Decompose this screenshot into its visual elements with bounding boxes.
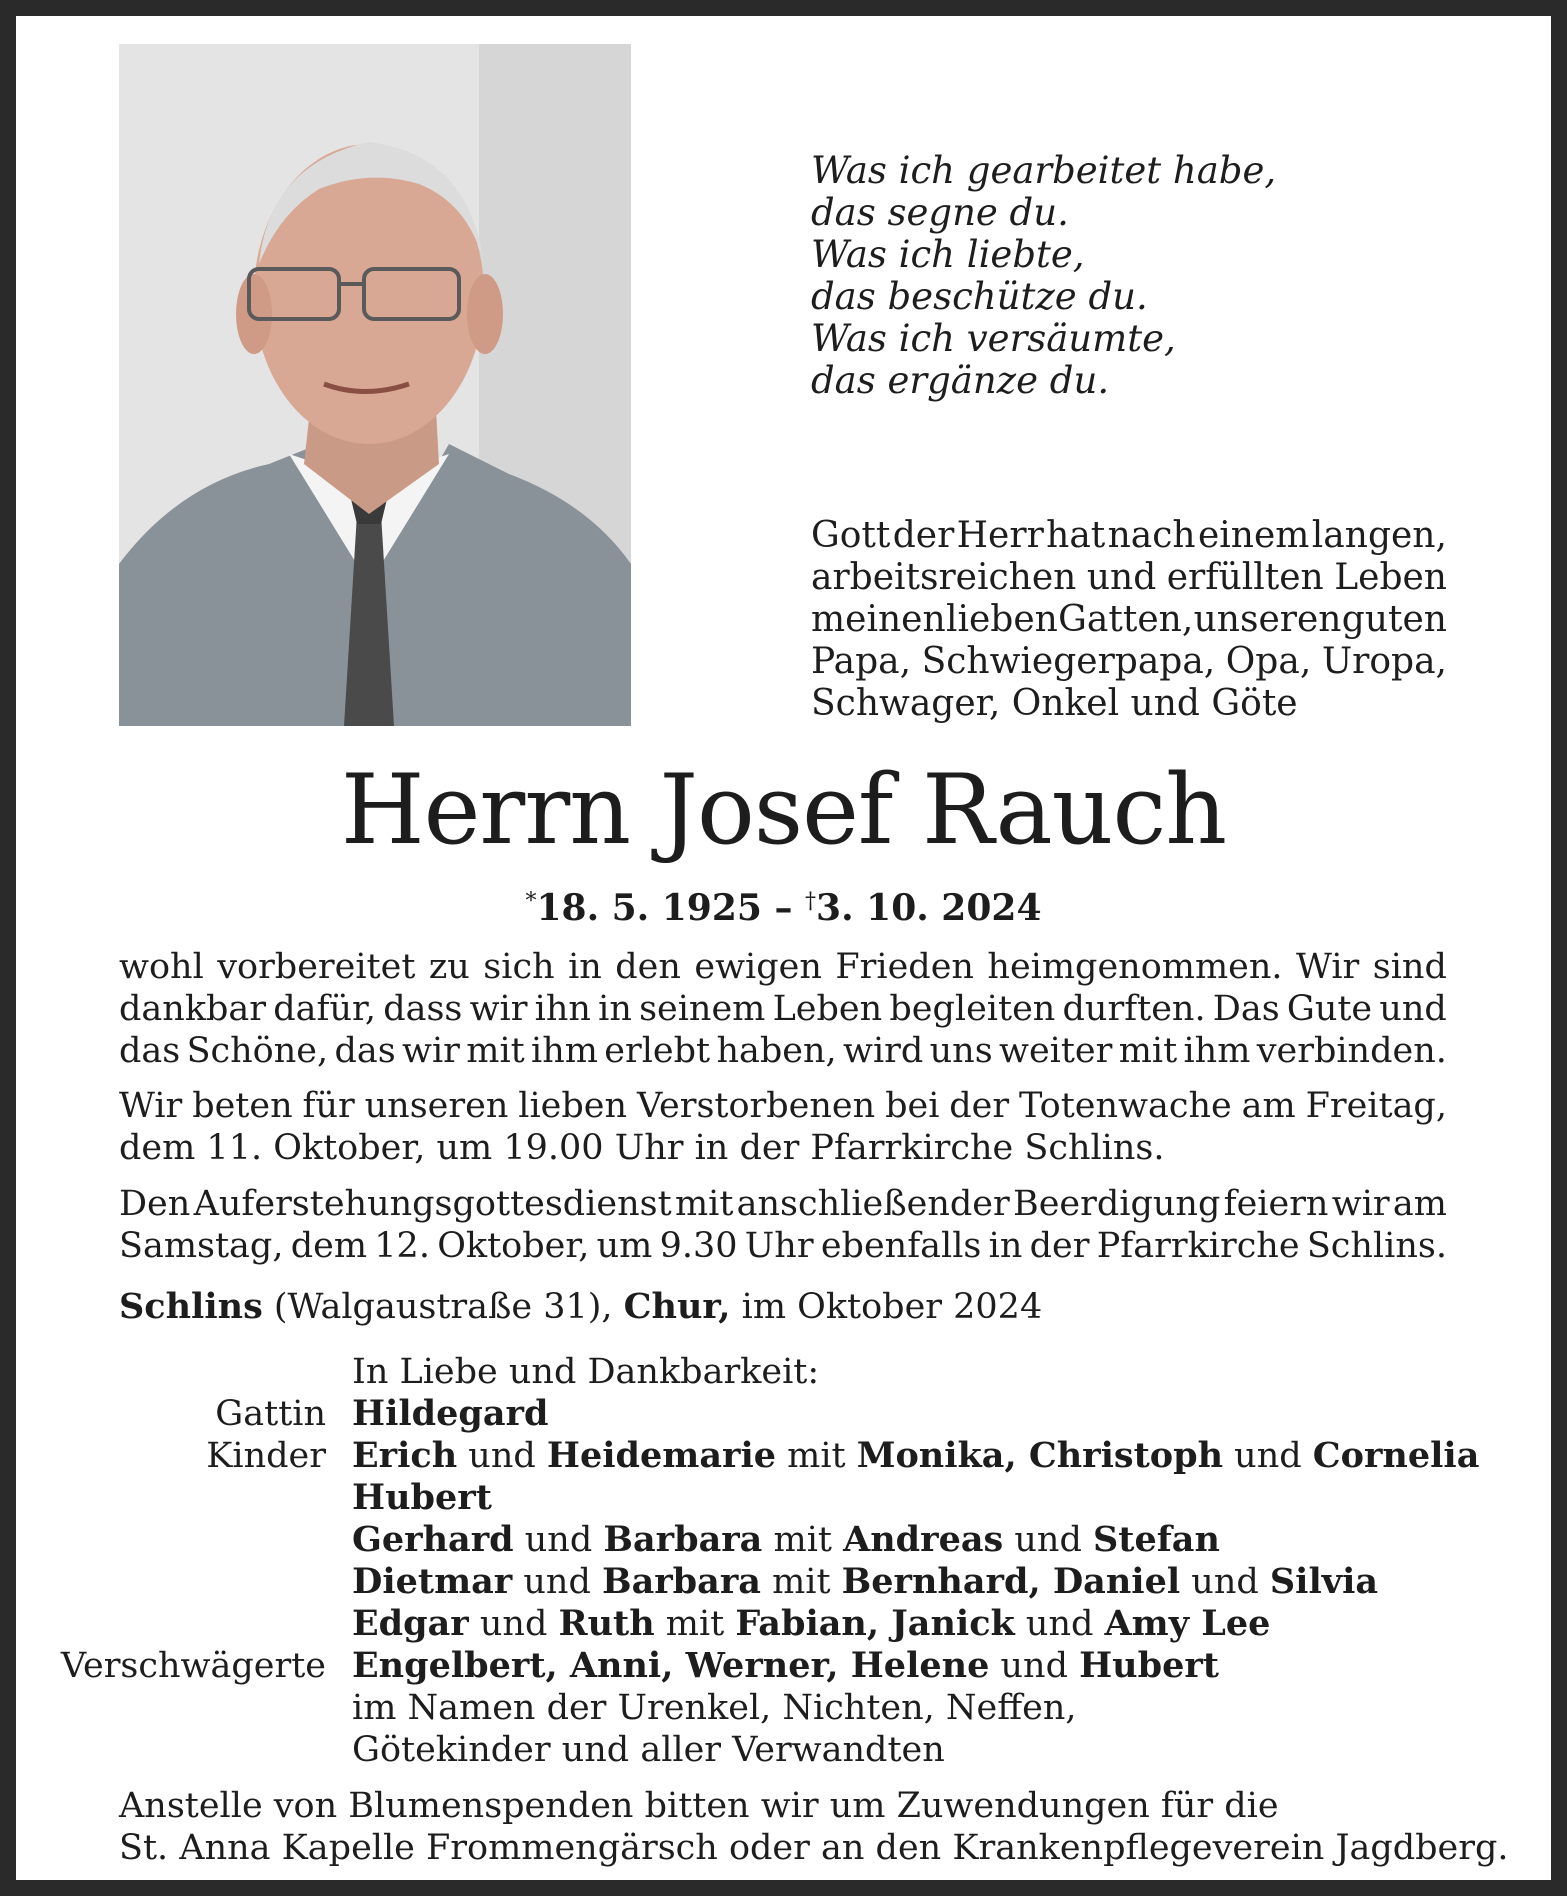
word: Totenwache bbox=[1019, 1086, 1232, 1126]
family-connector: und bbox=[1014, 1604, 1105, 1644]
place-town-2: Chur, bbox=[623, 1286, 731, 1327]
word: Gute bbox=[1286, 989, 1373, 1029]
family-connector: mit bbox=[776, 1436, 857, 1476]
birth-symbol: * bbox=[525, 889, 537, 914]
family-name: Heidemarie bbox=[546, 1435, 777, 1476]
paragraph-line bbox=[119, 1183, 1447, 1225]
word: uns bbox=[929, 1031, 993, 1071]
family-name: Stefan bbox=[1093, 1519, 1220, 1560]
word: unseren bbox=[1193, 599, 1342, 640]
family-connector: mit bbox=[654, 1604, 736, 1644]
family-footer: Götekinder und aller Verwandten bbox=[352, 1730, 945, 1770]
word: 9.30 bbox=[659, 1226, 738, 1266]
word: dankbar bbox=[119, 989, 267, 1029]
family-row-kinder bbox=[0, 1435, 1567, 1477]
word: bei bbox=[885, 1086, 940, 1126]
word: ihm bbox=[531, 1031, 598, 1071]
family-name: Hubert bbox=[352, 1477, 492, 1518]
word: das bbox=[119, 1031, 181, 1071]
word: Herr bbox=[956, 515, 1044, 556]
word: der bbox=[1029, 1226, 1090, 1266]
word: Das bbox=[1212, 989, 1280, 1029]
paragraph-funeral bbox=[119, 1183, 1447, 1267]
word: feiern bbox=[1223, 1184, 1329, 1224]
family-footer-row bbox=[0, 1729, 1567, 1771]
family-name: Gerhard bbox=[352, 1519, 514, 1560]
word: anschließender bbox=[736, 1184, 1010, 1224]
word: Uhr bbox=[744, 1226, 814, 1266]
family-names bbox=[352, 1561, 1378, 1603]
family-name: Silvia bbox=[1269, 1561, 1379, 1602]
word: seinem bbox=[639, 989, 766, 1029]
family-connector: und bbox=[512, 1562, 602, 1602]
word: in bbox=[598, 989, 632, 1029]
word: weiter bbox=[998, 1031, 1113, 1071]
word: Wir bbox=[1296, 947, 1360, 987]
word: der bbox=[949, 1086, 1010, 1126]
word: guten bbox=[1341, 599, 1447, 640]
deceased-name: Herrn Josef Rauch bbox=[340, 754, 1227, 866]
paragraph-line-text: dem 11. Oktober, um 19.00 Uhr in der Pfarrkirche Schlins. bbox=[119, 1128, 1165, 1168]
paragraph-line bbox=[119, 946, 1447, 988]
word: unseren bbox=[364, 1086, 509, 1126]
family-connector: und bbox=[1003, 1520, 1093, 1560]
word: Gatten, bbox=[1058, 599, 1194, 640]
paragraph-line bbox=[119, 988, 1447, 1030]
family-names bbox=[352, 1645, 1219, 1687]
family-name: Hildegard bbox=[352, 1393, 549, 1434]
word: Leben bbox=[772, 989, 883, 1029]
donation-note bbox=[119, 1785, 1509, 1869]
family-heading: In Liebe und Dankbarkeit: bbox=[352, 1352, 820, 1392]
paragraph-line bbox=[119, 1085, 1447, 1127]
word: lieben bbox=[518, 1086, 628, 1126]
word: sich bbox=[483, 947, 555, 987]
family-names bbox=[352, 1435, 1479, 1477]
family-connector: mit bbox=[760, 1562, 842, 1602]
family-names bbox=[352, 1603, 1270, 1645]
word: sind bbox=[1372, 947, 1447, 987]
family-name: Erich bbox=[352, 1435, 458, 1476]
intro-line bbox=[811, 515, 1447, 557]
family-label: Gattin bbox=[215, 1394, 326, 1434]
family-list bbox=[0, 1351, 1567, 1771]
intro-line: Schwager, Onkel und Göte bbox=[811, 683, 1298, 724]
word: wir bbox=[1331, 1184, 1390, 1224]
word: wir bbox=[469, 989, 528, 1029]
word: und bbox=[1379, 989, 1447, 1029]
word: hat bbox=[1046, 515, 1106, 556]
word: wir bbox=[402, 1031, 460, 1071]
word: heimgenommen. bbox=[987, 947, 1283, 987]
word: erlebt bbox=[604, 1031, 711, 1071]
word: erfüllten bbox=[1166, 557, 1324, 598]
word: meinen bbox=[811, 599, 946, 640]
word: Wir bbox=[119, 1086, 183, 1126]
life-dates bbox=[0, 880, 1567, 930]
word: Samstag, bbox=[119, 1226, 284, 1266]
family-label: Verschwägerte bbox=[60, 1646, 326, 1686]
word: nach bbox=[1107, 515, 1196, 556]
family-name: Andreas bbox=[843, 1519, 1004, 1560]
family-name: Amy Lee bbox=[1104, 1603, 1271, 1644]
family-name: Fabian, Janick bbox=[735, 1603, 1015, 1644]
family-connector: und bbox=[989, 1646, 1080, 1686]
word: Den bbox=[119, 1184, 191, 1224]
intro-line bbox=[811, 599, 1447, 641]
family-name: Monika, Christoph bbox=[856, 1435, 1224, 1476]
family-names bbox=[352, 1477, 492, 1519]
word: Verstorbenen bbox=[636, 1086, 876, 1126]
family-row-gattin bbox=[0, 1393, 1567, 1435]
word: ihn bbox=[534, 989, 591, 1029]
place-and-date bbox=[119, 1286, 1042, 1328]
verse-line: Was ich versäumte, bbox=[811, 317, 1176, 360]
family-row bbox=[0, 1519, 1567, 1561]
family-connector: mit bbox=[762, 1520, 844, 1560]
word: Uropa, bbox=[1321, 641, 1447, 682]
death-symbol: † bbox=[805, 889, 817, 914]
verse-line: das ergänze du. bbox=[811, 359, 1110, 402]
intro-text bbox=[811, 515, 1447, 725]
word: Schwiegerpapa, bbox=[921, 641, 1216, 682]
word: Schöne, bbox=[186, 1031, 329, 1071]
word: für bbox=[302, 1086, 355, 1126]
family-name: Dietmar bbox=[352, 1561, 513, 1602]
family-name: Ruth bbox=[558, 1603, 655, 1644]
word: haben, bbox=[716, 1031, 837, 1071]
word: um bbox=[596, 1226, 653, 1266]
word: Leben bbox=[1334, 557, 1447, 598]
donation-line: St. Anna Kapelle Frommengärsch oder an den Krankenpflegeverein Jagdberg. bbox=[119, 1828, 1509, 1868]
word: durften. bbox=[1062, 989, 1206, 1029]
word: verbinden. bbox=[1256, 1031, 1447, 1071]
word: mit bbox=[674, 1184, 734, 1224]
word: vorbereitet bbox=[217, 947, 416, 987]
date-separator: – bbox=[761, 887, 806, 929]
word: einem bbox=[1197, 515, 1310, 556]
family-row bbox=[0, 1603, 1567, 1645]
family-name: Hubert bbox=[1079, 1645, 1219, 1686]
word: ebenfalls bbox=[820, 1226, 982, 1266]
word: am bbox=[1392, 1184, 1447, 1224]
family-row-schwaeger bbox=[0, 1645, 1567, 1687]
death-date: 3. 10. 2024 bbox=[816, 887, 1042, 929]
place-date: im Oktober 2024 bbox=[730, 1287, 1043, 1327]
word: 12. bbox=[374, 1226, 430, 1266]
word: Auferstehungsgottesdienst bbox=[193, 1184, 672, 1224]
family-connector: und bbox=[457, 1436, 547, 1476]
paragraph-wake bbox=[119, 1085, 1447, 1169]
word: in bbox=[988, 1226, 1023, 1266]
word: den bbox=[615, 947, 681, 987]
word: lieben bbox=[945, 599, 1058, 640]
family-connector: und bbox=[513, 1520, 604, 1560]
word: begleiten bbox=[889, 989, 1056, 1029]
family-name: Bernhard, Daniel bbox=[841, 1561, 1181, 1602]
paragraph-announcement bbox=[119, 946, 1447, 1072]
family-connector: und bbox=[1180, 1562, 1270, 1602]
verse-block bbox=[811, 150, 1451, 402]
word: arbeitsreichen bbox=[811, 557, 1077, 598]
intro-line bbox=[811, 641, 1447, 683]
word: Gott bbox=[811, 515, 891, 556]
portrait-photo bbox=[119, 44, 631, 726]
portrait-illustration bbox=[119, 44, 631, 726]
family-connector: und bbox=[1223, 1436, 1313, 1476]
word: ewigen bbox=[694, 947, 822, 987]
word: das bbox=[334, 1031, 396, 1071]
family-label: Kinder bbox=[206, 1436, 326, 1476]
word: Freitag, bbox=[1305, 1086, 1447, 1126]
word: langen, bbox=[1311, 515, 1447, 556]
word: zu bbox=[428, 947, 470, 987]
family-heading-row bbox=[0, 1351, 1567, 1393]
family-name: Cornelia bbox=[1312, 1435, 1480, 1476]
word: Frieden bbox=[835, 947, 974, 987]
word: der bbox=[892, 515, 955, 556]
word: in bbox=[568, 947, 602, 987]
word: am bbox=[1241, 1086, 1296, 1126]
family-row bbox=[0, 1477, 1567, 1519]
word: mit bbox=[1118, 1031, 1178, 1071]
place-town: Schlins bbox=[119, 1286, 263, 1327]
word: dem bbox=[290, 1226, 368, 1266]
family-names bbox=[352, 1519, 1220, 1561]
word: ihm bbox=[1183, 1031, 1251, 1071]
paragraph-line bbox=[119, 1030, 1447, 1072]
family-name: Engelbert, Anni, Werner, Helene bbox=[352, 1645, 990, 1686]
family-name: Barbara bbox=[601, 1561, 761, 1602]
word: mit bbox=[466, 1031, 525, 1071]
word: Beerdigung bbox=[1013, 1184, 1221, 1224]
paragraph-line bbox=[119, 1225, 1447, 1267]
word: Oktober, bbox=[437, 1226, 590, 1266]
word: Opa, bbox=[1225, 641, 1312, 682]
intro-line bbox=[811, 557, 1447, 599]
word: Schlins. bbox=[1306, 1226, 1447, 1266]
word: dafür, bbox=[273, 989, 376, 1029]
word: Pfarrkirche bbox=[1096, 1226, 1300, 1266]
word: Papa, bbox=[811, 641, 912, 682]
word: beten bbox=[192, 1086, 293, 1126]
word: und bbox=[1086, 557, 1157, 598]
word: wird bbox=[842, 1031, 924, 1071]
family-footer: im Namen der Urenkel, Nichten, Neffen, bbox=[352, 1688, 1077, 1728]
family-row bbox=[0, 1561, 1567, 1603]
family-name: Barbara bbox=[603, 1519, 763, 1560]
word: wohl bbox=[119, 947, 204, 987]
paragraph-line bbox=[119, 1127, 1447, 1169]
verse-line: das segne du. bbox=[811, 191, 1069, 234]
donation-line: Anstelle von Blumenspenden bitten wir um Zuwendungen für die bbox=[119, 1786, 1279, 1826]
family-name: Edgar bbox=[352, 1603, 469, 1644]
verse-line: Was ich liebte, bbox=[811, 233, 1085, 276]
family-connector: und bbox=[468, 1604, 559, 1644]
word: dass bbox=[383, 989, 463, 1029]
family-footer-row bbox=[0, 1687, 1567, 1729]
verse-line: das beschütze du. bbox=[811, 275, 1148, 318]
verse-line: Was ich gearbeitet habe, bbox=[811, 149, 1277, 192]
birth-date: 18. 5. 1925 bbox=[536, 887, 762, 929]
place-address: (Walgaustraße 31), bbox=[262, 1287, 624, 1327]
